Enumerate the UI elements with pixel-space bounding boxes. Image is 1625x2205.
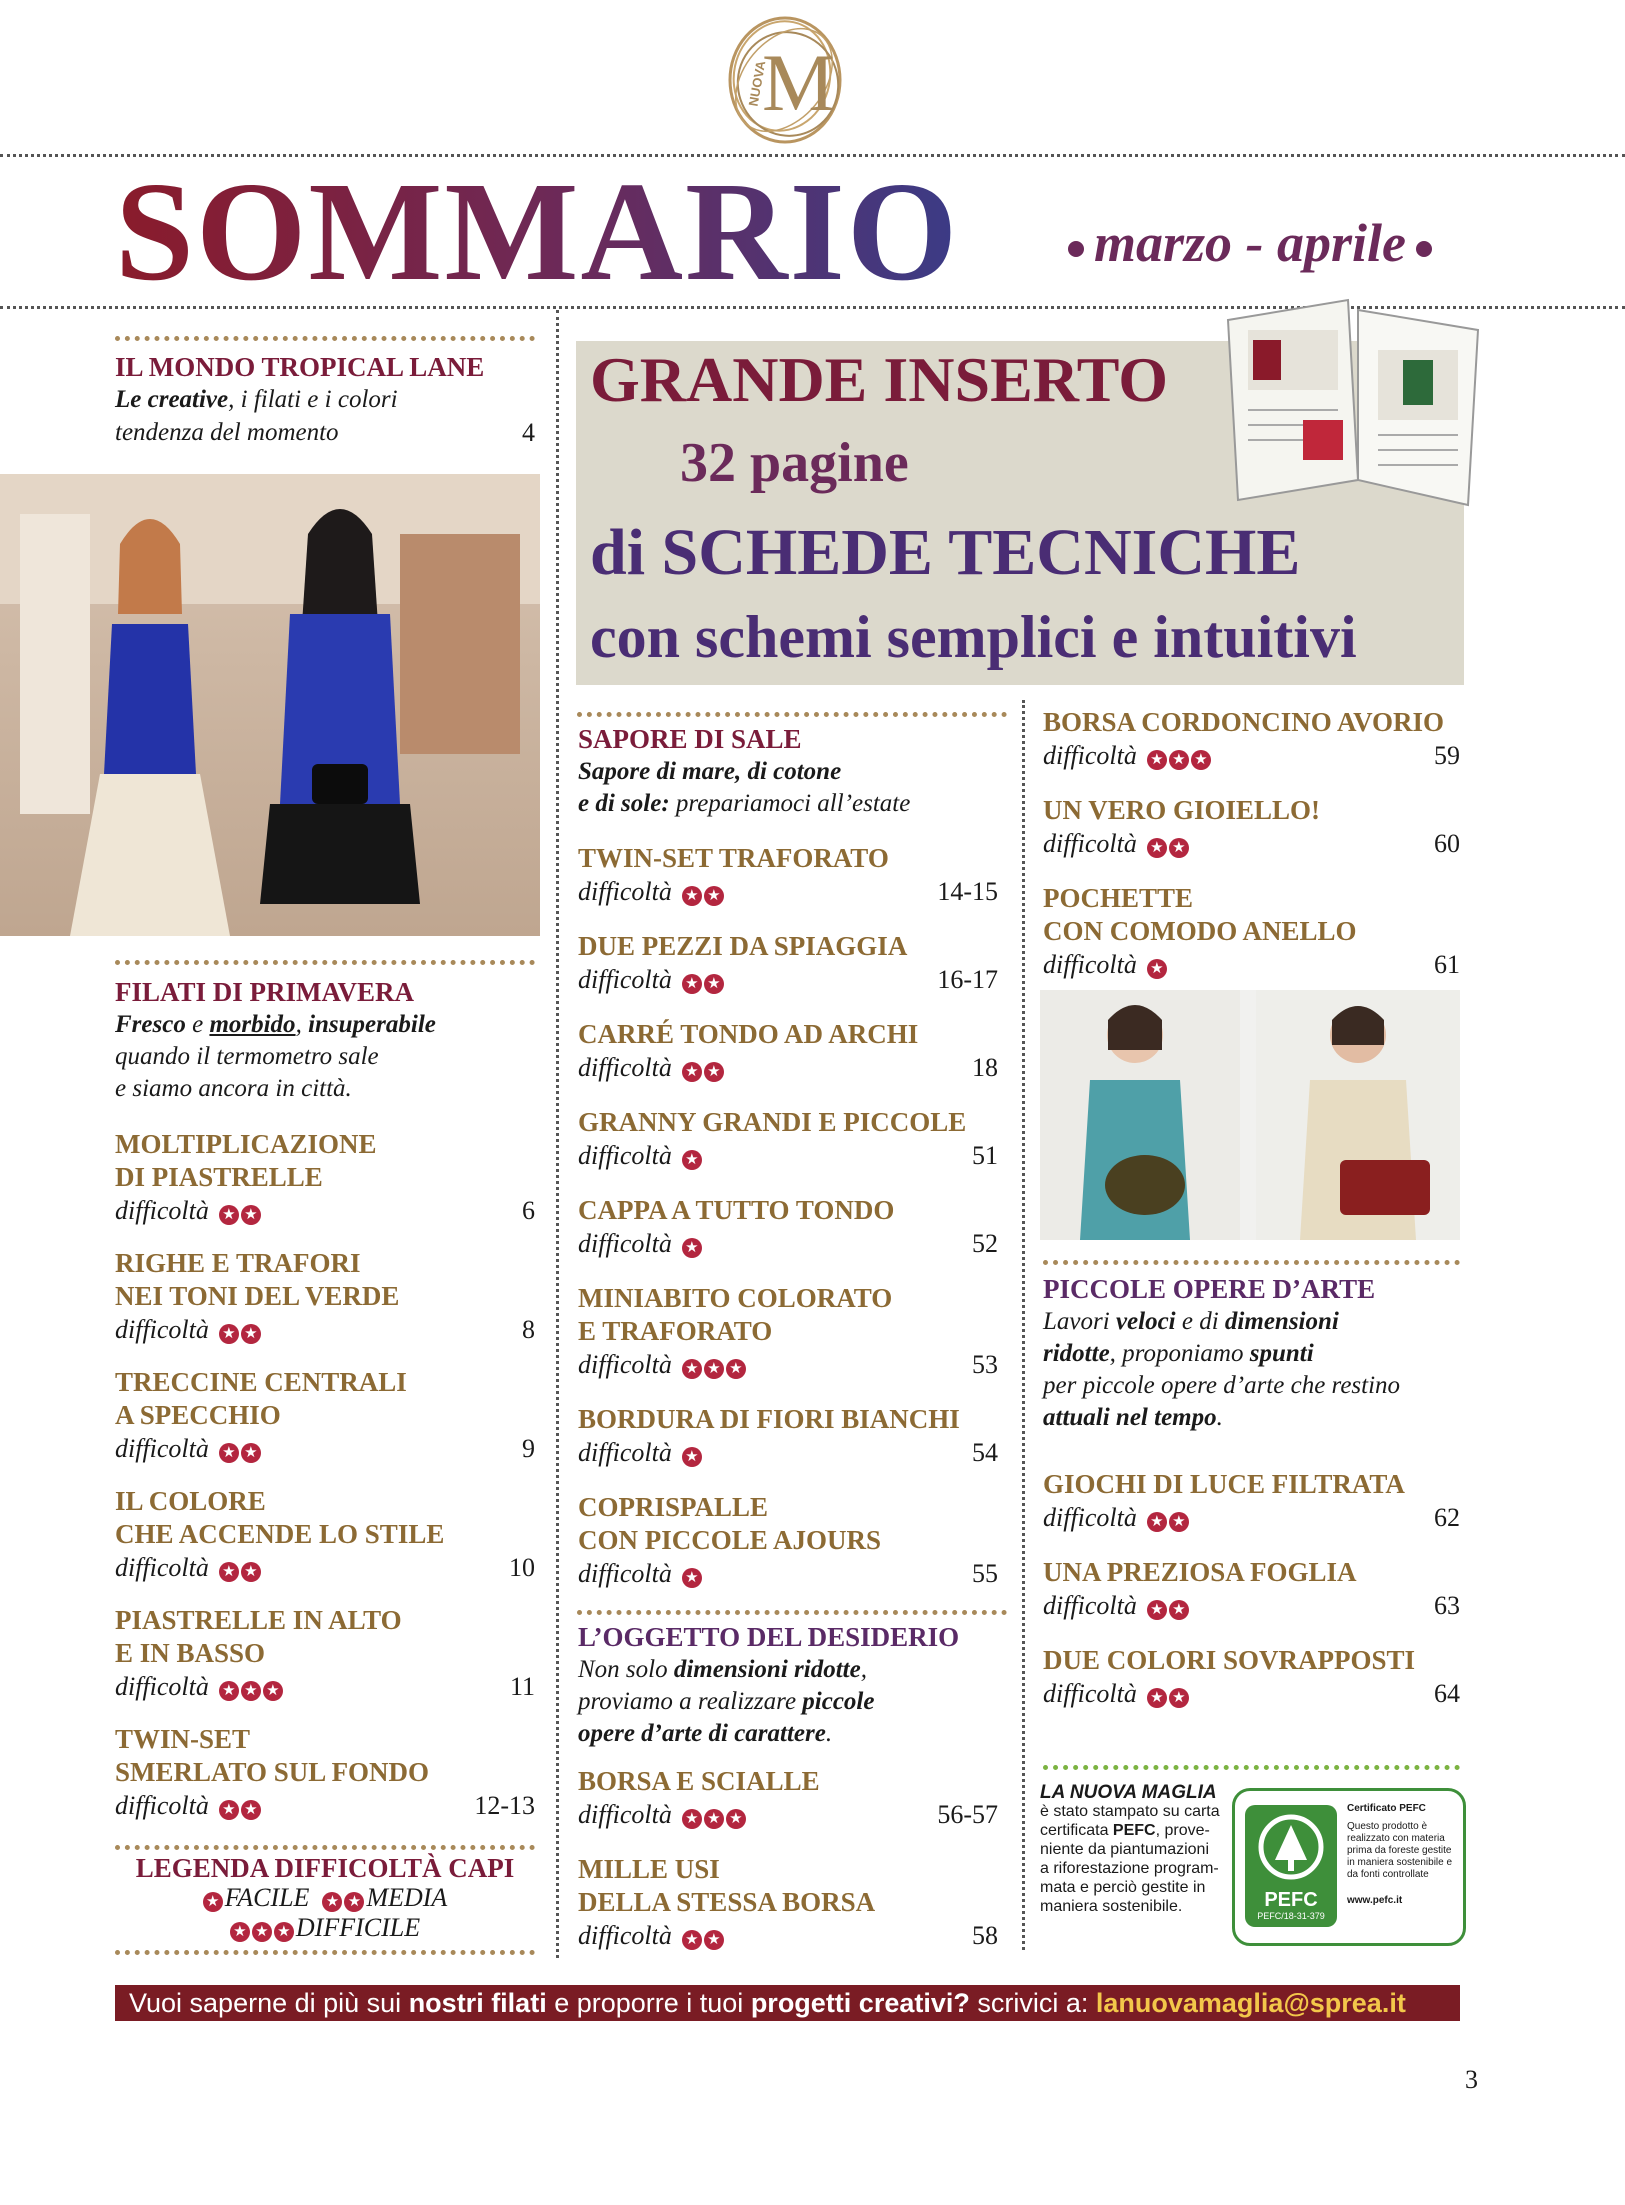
insert-line3: di SCHEDE TECNICHE [590, 516, 1301, 589]
difficulty-rating [115, 1670, 285, 1703]
page-number: 54 [972, 1438, 998, 1467]
article-item[interactable] [1043, 1556, 1460, 1622]
article-page-row: tendenza del momento 4 [115, 418, 535, 447]
star-icon: ★ [682, 1930, 702, 1950]
article-page-row [115, 1313, 535, 1346]
difficulty-rating [1043, 1501, 1191, 1534]
article-item[interactable] [115, 1247, 535, 1346]
difficulty-rating [115, 1789, 263, 1822]
article-title: DUE PEZZI DA SPIAGGIA [578, 931, 908, 961]
section-divider [115, 1845, 535, 1850]
article-page-row [578, 1798, 998, 1831]
difficulty-label: difficoltà [1043, 1503, 1137, 1532]
difficulty-label: difficoltà [115, 1434, 209, 1463]
star-icon: ★ [726, 1809, 746, 1829]
star-icon: ★ [1169, 750, 1189, 770]
star-icon: ★ [241, 1681, 261, 1701]
star-icon: ★ [1147, 750, 1167, 770]
difficulty-label: difficoltà [1043, 950, 1137, 979]
article-item[interactable] [578, 1403, 998, 1469]
difficulty-rating [115, 1551, 263, 1584]
page-number: 52 [972, 1229, 998, 1258]
article-item[interactable] [1043, 706, 1460, 772]
difficulty-rating [115, 1313, 263, 1346]
article-item[interactable] [578, 1106, 998, 1172]
section-title: FILATI DI PRIMAVERA [115, 977, 415, 1007]
difficulty-rating [578, 1139, 704, 1172]
page-number: 56-57 [937, 1800, 998, 1829]
star-icon: ★ [252, 1922, 272, 1942]
page-number: 8 [522, 1315, 535, 1344]
article-title: RIGHE E TRAFORI NEI TONI DEL VERDE [115, 1248, 400, 1311]
difficulty-rating [578, 1436, 704, 1469]
article-title: MOLTIPLICAZIONE DI PIASTRELLE [115, 1129, 377, 1192]
article-title: PIASTRELLE IN ALTO E IN BASSO [115, 1605, 402, 1668]
star-icon: ★ [219, 1443, 239, 1463]
page-number: 14-15 [937, 877, 998, 906]
article-item[interactable] [578, 1765, 998, 1831]
difficulty-label: difficoltà [1043, 741, 1137, 770]
page-number: 4 [522, 418, 535, 447]
difficulty-rating [115, 1194, 263, 1227]
article-item[interactable] [578, 1018, 998, 1084]
star-icon: ★ [1169, 1600, 1189, 1620]
article-page-row [578, 1227, 998, 1260]
article-page-row [1043, 1677, 1460, 1710]
article-item[interactable] [578, 1282, 998, 1381]
difficulty-label: difficoltà [578, 1053, 672, 1082]
article-item[interactable] [1043, 1644, 1460, 1710]
star-icon: ★ [1147, 838, 1167, 858]
difficulty-rating [578, 1348, 748, 1381]
email-link[interactable]: lanuovamaglia@sprea.it [1095, 1988, 1406, 2018]
star-icon: ★ [219, 1562, 239, 1582]
star-icon: ★ [1147, 1688, 1167, 1708]
page-number: 61 [1434, 950, 1460, 979]
difficulty-label: difficoltà [578, 1229, 672, 1258]
difficulty-label: difficoltà [578, 877, 672, 906]
difficulty-label: difficoltà [578, 1921, 672, 1950]
article-title: CARRÉ TONDO AD ARCHI [578, 1019, 919, 1049]
article-title: TRECCINE CENTRALI A SPECCHIO [115, 1367, 407, 1430]
bags-photo [1040, 990, 1460, 1240]
difficulty-label: difficoltà [578, 965, 672, 994]
star-icon: ★ [682, 1568, 702, 1588]
magazine-logo [720, 10, 850, 150]
difficulty-rating [578, 1557, 704, 1590]
article-page-row [578, 1348, 998, 1381]
section-divider [115, 1950, 535, 1955]
star-icon: ★ [726, 1359, 746, 1379]
models-photo [0, 474, 540, 936]
star-icon: ★ [219, 1324, 239, 1344]
difficulty-label: difficoltà [115, 1315, 209, 1344]
article-filati-primavera[interactable]: FILATI DI PRIMAVERA Fresco e morbido, insuperabile quando il termometro sale e siamo ancora in città. [115, 975, 540, 1105]
section-divider [1043, 1260, 1460, 1265]
star-icon: ★ [1169, 1688, 1189, 1708]
page-number: 63 [1434, 1591, 1460, 1620]
difficulty-legend [115, 1853, 535, 1943]
section-title: SAPORE DI SALE [578, 724, 802, 754]
star-icon: ★ [682, 1809, 702, 1829]
difficulty-rating [1043, 948, 1169, 981]
article-title: MILLE USI DELLA STESSA BORSA [578, 1854, 876, 1917]
article-title: CAPPA A TUTTO TONDO [578, 1195, 895, 1225]
legend-title: LEGENDA DIFFICOLTÀ CAPI [135, 1853, 515, 1883]
difficulty-label: difficoltà [578, 1438, 672, 1467]
difficulty-rating [578, 1798, 748, 1831]
article-description: Fresco e morbido, insuperabile [115, 1011, 436, 1038]
page-title: SOMMARIO [115, 152, 960, 310]
left-article-list [115, 1128, 535, 1842]
star-icon: ★ [241, 1324, 261, 1344]
difficulty-rating [578, 1227, 704, 1260]
star-icon: ★ [704, 1809, 724, 1829]
star-icon: ★ [219, 1800, 239, 1820]
legend-hard: ★ ★ ★ DIFFICILE [115, 1913, 535, 1943]
section-divider [115, 336, 535, 341]
section-divider [115, 960, 535, 965]
article-page-row [578, 963, 998, 996]
article-description: Le creative, i filati e i colori [115, 386, 398, 413]
page-number: 18 [972, 1053, 998, 1082]
article-tropical-lane[interactable] [115, 350, 535, 449]
legend-easy-medium: ★ FACILE ★ ★ MEDIA [115, 1883, 535, 1913]
article-sapore-di-sale[interactable]: SAPORE DI SALE Sapore di mare, di cotone e di sole: prepariamoci all’estate [578, 722, 1008, 820]
magazine-insert-image [1208, 290, 1498, 510]
section-divider [577, 1610, 1007, 1615]
right-article-list-2 [1043, 1468, 1460, 1732]
article-title: TWIN-SET TRAFORATO [578, 843, 889, 873]
difficulty-rating [115, 1432, 263, 1465]
star-icon: ★ [241, 1562, 261, 1582]
star-icon: ★ [241, 1443, 261, 1463]
article-item[interactable] [115, 1485, 535, 1584]
article-title: MINIABITO COLORATO E TRAFORATO [578, 1283, 893, 1346]
difficulty-rating [578, 875, 726, 908]
star-icon: ★ [219, 1205, 239, 1225]
page-number: 16-17 [937, 965, 998, 994]
article-item[interactable] [115, 1128, 535, 1227]
article-item[interactable] [115, 1366, 535, 1465]
article-item[interactable] [578, 842, 998, 908]
page-number: 10 [509, 1553, 535, 1582]
page-number: 12-13 [474, 1791, 535, 1820]
article-title: BORDURA DI FIORI BIANCHI [578, 1404, 960, 1434]
difficulty-label: difficoltà [115, 1553, 209, 1582]
star-icon: ★ [682, 1238, 702, 1258]
pefc-title: LA NUOVA MAGLIA [1040, 1782, 1217, 1803]
logo-small-text: NUOVA [745, 59, 769, 108]
middle-article-list-2 [578, 1765, 998, 1974]
article-page-row [115, 1551, 535, 1584]
difficulty-rating [1043, 827, 1191, 860]
article-item[interactable] [578, 930, 998, 996]
article-title: BORSA CORDONCINO AVORIO [1043, 707, 1445, 737]
contact-banner: Vuoi saperne di più sui nostri filati e proporre i tuoi progetti creativi? scrivici a: lanuovamaglia@sprea.it [115, 1985, 1460, 2021]
difficulty-label: difficoltà [115, 1672, 209, 1701]
star-icon: ★ [682, 1150, 702, 1170]
star-icon: ★ [704, 886, 724, 906]
page-number: 64 [1434, 1679, 1460, 1708]
star-icon: ★ [263, 1681, 283, 1701]
article-page-row [115, 1432, 535, 1465]
difficulty-label: difficoltà [1043, 829, 1137, 858]
difficulty-rating [1043, 1589, 1191, 1622]
article-title: UN VERO GIOIELLO! [1043, 795, 1321, 825]
difficulty-label: difficoltà [115, 1196, 209, 1225]
difficulty-label: difficoltà [115, 1791, 209, 1820]
bullet-icon [1068, 241, 1084, 257]
article-item[interactable] [1043, 882, 1460, 981]
article-item[interactable] [115, 1604, 535, 1703]
insert-line4: con schemi semplici e intuitivi [590, 604, 1357, 670]
pefc-logo: PEFC PEFC/18-31-379 [1245, 1805, 1337, 1927]
article-item[interactable] [578, 1853, 998, 1952]
column-separator-right [1022, 700, 1025, 1950]
article-page-row [115, 1670, 535, 1703]
difficulty-rating [1043, 1677, 1191, 1710]
star-icon: ★ [704, 1359, 724, 1379]
article-page-row [1043, 827, 1460, 860]
star-icon: ★ [230, 1922, 250, 1942]
page-number: 62 [1434, 1503, 1460, 1532]
difficulty-rating [1043, 739, 1213, 772]
article-oggetto-desiderio[interactable]: L’OGGETTO DEL DESIDERIO Non solo dimensioni ridotte, proviamo a realizzare piccole opere d’arte di carattere. [578, 1620, 1018, 1750]
difficulty-label: difficoltà [578, 1559, 672, 1588]
article-page-row [115, 1789, 535, 1822]
article-page-row [578, 1139, 998, 1172]
difficulty-label: difficoltà [578, 1350, 672, 1379]
star-icon: ★ [241, 1205, 261, 1225]
difficulty-label: difficoltà [1043, 1591, 1137, 1620]
star-icon: ★ [241, 1800, 261, 1820]
difficulty-label: difficoltà [1043, 1679, 1137, 1708]
difficulty-rating [578, 963, 726, 996]
article-page-row [578, 875, 998, 908]
star-icon: ★ [1169, 1512, 1189, 1532]
pefc-certificate-box [1232, 1788, 1466, 1946]
article-page-row [578, 1051, 998, 1084]
column-separator-left [556, 310, 559, 1958]
star-icon: ★ [1147, 1512, 1167, 1532]
page-number: 6 [522, 1196, 535, 1225]
article-item[interactable] [115, 1723, 535, 1822]
article-title: UNA PREZIOSA FOGLIA [1043, 1557, 1357, 1587]
star-icon: ★ [1191, 750, 1211, 770]
difficulty-label: difficoltà [578, 1141, 672, 1170]
star-icon: ★ [322, 1892, 342, 1912]
article-title: TWIN-SET SMERLATO SUL FONDO [115, 1724, 430, 1787]
page-number: 51 [972, 1141, 998, 1170]
pefc-statement: LA NUOVA MAGLIA è stato stampato su carta certificata PEFC, prove- niente da piantumazioni a riforestazione program- mata e perciò gestite in maniera sostenibile. [1040, 1783, 1230, 1916]
middle-article-list [578, 842, 998, 1612]
article-title: DUE COLORI SOVRAPPOSTI [1043, 1645, 1416, 1675]
article-title: IL COLORE CHE ACCENDE LO STILE [115, 1486, 445, 1549]
insert-line1: GRANDE INSERTO [590, 344, 1169, 415]
star-icon: ★ [704, 974, 724, 994]
star-icon: ★ [203, 1892, 223, 1912]
star-icon: ★ [704, 1930, 724, 1950]
article-title: GIOCHI DI LUCE FILTRATA [1043, 1469, 1405, 1499]
star-icon: ★ [1169, 838, 1189, 858]
section-title: IL MONDO TROPICAL LANE [115, 352, 485, 382]
star-icon: ★ [344, 1892, 364, 1912]
article-title: POCHETTE CON COMODO ANELLO [1043, 883, 1357, 946]
star-icon: ★ [274, 1922, 294, 1942]
article-page-row [1043, 948, 1460, 981]
article-item[interactable] [1043, 794, 1460, 860]
article-page-row [1043, 1501, 1460, 1534]
page-number: 59 [1434, 741, 1460, 770]
page-number: 9 [522, 1434, 535, 1463]
article-page-row [578, 1436, 998, 1469]
article-piccole-opere[interactable]: PICCOLE OPERE D’ARTE Lavori veloci e di dimensioni ridotte, proponiamo spunti per piccole opere d’arte che restino attuali nel tempo. [1043, 1272, 1463, 1434]
issue-date-text: marzo - aprile [1094, 213, 1407, 273]
star-icon: ★ [704, 1062, 724, 1082]
pefc-box-text: Certificato PEFC Questo prodotto è realizzato con materia prima da foreste gestite in maniera sostenibile e da fonti controllate www.pefc.it [1347, 1803, 1453, 1906]
article-page-row [115, 1194, 535, 1227]
article-item[interactable] [578, 1491, 998, 1590]
section-divider [577, 712, 1007, 717]
star-icon: ★ [682, 974, 702, 994]
article-page-row [1043, 739, 1460, 772]
page-number: 58 [972, 1921, 998, 1950]
article-item[interactable] [578, 1194, 998, 1260]
difficulty-label: difficoltà [578, 1800, 672, 1829]
page-number: 55 [972, 1559, 998, 1588]
article-page-row [1043, 1589, 1460, 1622]
page-number: 60 [1434, 829, 1460, 858]
green-divider [1043, 1765, 1460, 1770]
star-icon: ★ [682, 886, 702, 906]
right-article-list [1043, 706, 1460, 1003]
star-icon: ★ [1147, 959, 1167, 979]
article-page-row [578, 1919, 998, 1952]
issue-date [1058, 212, 1442, 274]
page-number: 53 [972, 1350, 998, 1379]
page-number-footer: 3 [1465, 2065, 1478, 2094]
difficulty-rating [578, 1051, 726, 1084]
article-title: GRANNY GRANDI E PICCOLE [578, 1107, 967, 1137]
star-icon: ★ [1147, 1600, 1167, 1620]
difficulty-rating [578, 1919, 726, 1952]
page-number: 11 [509, 1672, 535, 1701]
star-icon: ★ [682, 1062, 702, 1082]
star-icon: ★ [219, 1681, 239, 1701]
article-title: COPRISPALLE CON PICCOLE AJOURS [578, 1492, 882, 1555]
section-title: L’OGGETTO DEL DESIDERIO [578, 1622, 960, 1652]
logo-letter: M [762, 37, 835, 128]
insert-line2: 32 pagine [680, 432, 909, 494]
bullet-icon [1416, 241, 1432, 257]
section-title: PICCOLE OPERE D’ARTE [1043, 1274, 1376, 1304]
article-title: BORSA E SCIALLE [578, 1766, 820, 1796]
star-icon: ★ [682, 1359, 702, 1379]
star-icon: ★ [682, 1447, 702, 1467]
article-item[interactable] [1043, 1468, 1460, 1534]
article-page-row [578, 1557, 998, 1590]
